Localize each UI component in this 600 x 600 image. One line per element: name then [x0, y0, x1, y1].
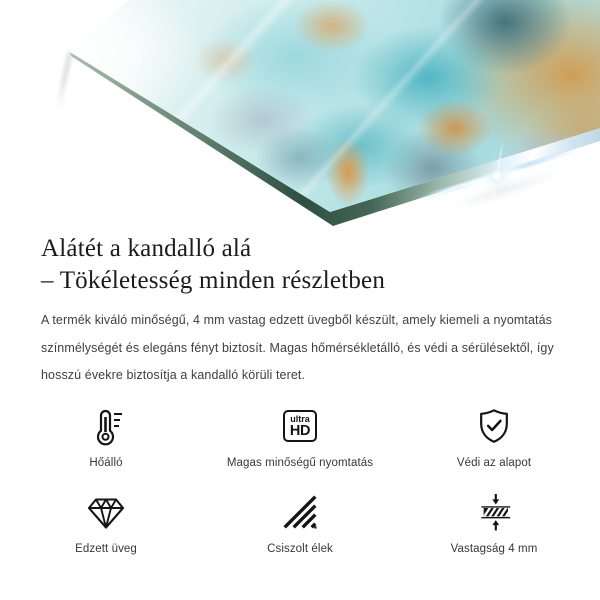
thermometer-icon: [86, 404, 126, 448]
section-description: [41, 307, 581, 390]
description-line: A termék kiváló minőségű, 4 mm vastag edzett üvegből készült, amely kiemeli a nyomtatás: [41, 313, 553, 327]
glass-corner-reflection: [56, 51, 72, 111]
diamond-icon: [86, 490, 126, 534]
shield-check-icon: [475, 404, 513, 448]
feature-label: Hőálló: [89, 457, 123, 469]
feature-label: Vastagság 4 mm: [450, 543, 538, 555]
section-title-line2: – Tökéletesség minden részletben: [41, 267, 386, 294]
ultra-hd-icon-text-top: ultra: [290, 413, 310, 424]
feature-tempered-glass: [75, 490, 137, 556]
feature-label: Edzett üveg: [75, 543, 137, 555]
feature-thickness: [451, 490, 538, 556]
feature-heat-resistant: [86, 404, 126, 470]
description-line: hosszú évekre biztosítja a kandalló körüli teret.: [41, 368, 306, 382]
feature-polished-edges: [267, 490, 333, 556]
section-title-line1: Alátét a kandalló alá: [41, 235, 252, 262]
product-hero-image: [0, 0, 600, 232]
thickness-icon: [476, 490, 512, 534]
section-title: [41, 233, 385, 297]
feature-label: Magas minőségű nyomtatás: [226, 457, 374, 469]
description-line: színmélységét és elegáns fényt biztosít. Magas hőmérsékletálló, és védi a sérülésektől, így: [41, 340, 554, 355]
feature-print-quality: [227, 404, 373, 470]
feature-grid: [9, 404, 591, 556]
ultra-hd-icon-text-bottom: HD: [289, 422, 311, 439]
ultra-hd-icon: [283, 404, 317, 448]
polished-edges-icon: [282, 490, 318, 534]
feature-label: Csiszolt élek: [267, 543, 333, 555]
feature-label: Védi az alapot: [456, 457, 532, 469]
feature-protects-base: [457, 404, 531, 470]
